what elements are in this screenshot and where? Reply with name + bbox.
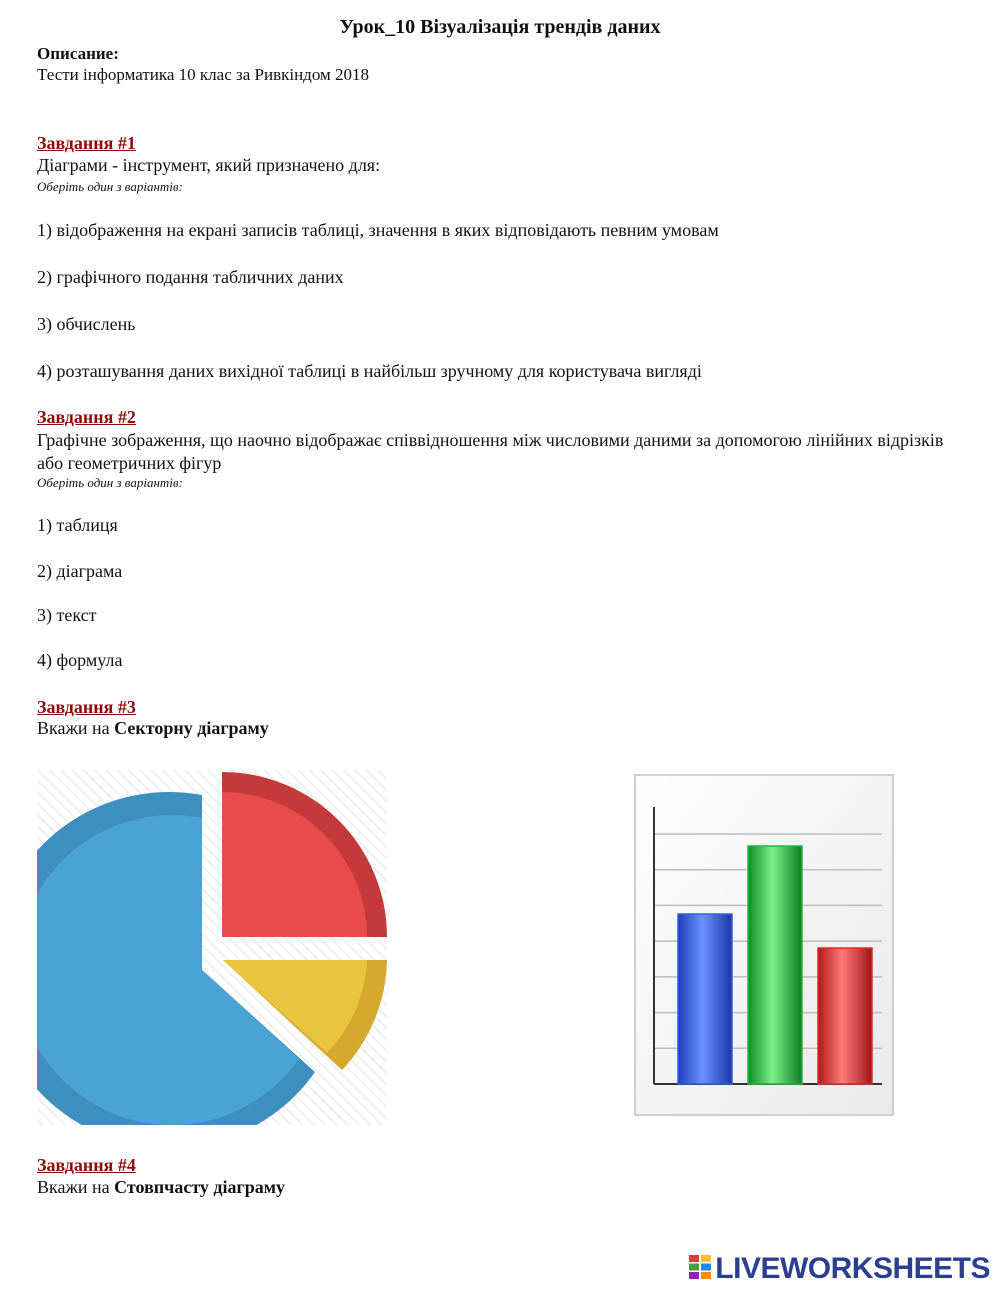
description-text: Тести інформатика 10 клас за Ривкіндом 2018 <box>37 65 370 84</box>
task-1-option[interactable]: 4) розташування даних вихідної таблиці в найбільш зручному для користувача вигляді <box>37 361 702 381</box>
task-3-heading: Завдання #3 <box>37 697 136 717</box>
bar-red <box>818 948 872 1084</box>
pie-chart-image[interactable] <box>37 770 387 1125</box>
page-title: Урок_10 Візуалізація трендів даних <box>339 16 661 38</box>
logo-blocks-icon <box>689 1255 711 1279</box>
task-4-heading: Завдання #4 <box>37 1155 136 1175</box>
bar-blue <box>678 914 732 1084</box>
pie-chart-icon <box>37 770 387 1125</box>
task-2-question: Графічне зображення, що наочно відображає співвідношення між числовими даними за допомогою лінійних відрізків або геометричних фігур <box>37 430 944 473</box>
task-2-option[interactable]: 1) таблиця <box>37 515 118 535</box>
description-label: Описание: <box>37 44 119 63</box>
task-4-prompt: Вкажи на Стовпчасту діаграму <box>37 1177 285 1197</box>
task-1-option[interactable]: 2) графічного подання табличних даних <box>37 267 344 287</box>
task-1-option[interactable]: 3) обчислень <box>37 314 136 334</box>
bar-chart-image[interactable] <box>632 772 896 1118</box>
task-1-option[interactable]: 1) відображення на екрані записів таблиці, значення в яких відповідають певним умовам <box>37 220 719 240</box>
liveworksheets-logo: LIVEWORKSHEETS <box>689 1252 990 1286</box>
task-2-option[interactable]: 3) текст <box>37 605 97 625</box>
bar-chart-icon <box>632 772 896 1118</box>
task-1-question: Діаграми - інструмент, який призначено для: <box>37 155 381 175</box>
task-1-heading: Завдання #1 <box>37 133 136 153</box>
task-2-hint: Оберіть один з варіантів: <box>37 475 183 490</box>
task-2-option[interactable]: 2) діаграма <box>37 561 123 581</box>
bar-green <box>748 846 802 1084</box>
task-1-hint: Оберіть один з варіантів: <box>37 179 183 194</box>
task-2-heading: Завдання #2 <box>37 407 136 427</box>
task-3-prompt: Вкажи на Секторну діаграму <box>37 718 269 738</box>
task-2-option[interactable]: 4) формула <box>37 650 123 670</box>
